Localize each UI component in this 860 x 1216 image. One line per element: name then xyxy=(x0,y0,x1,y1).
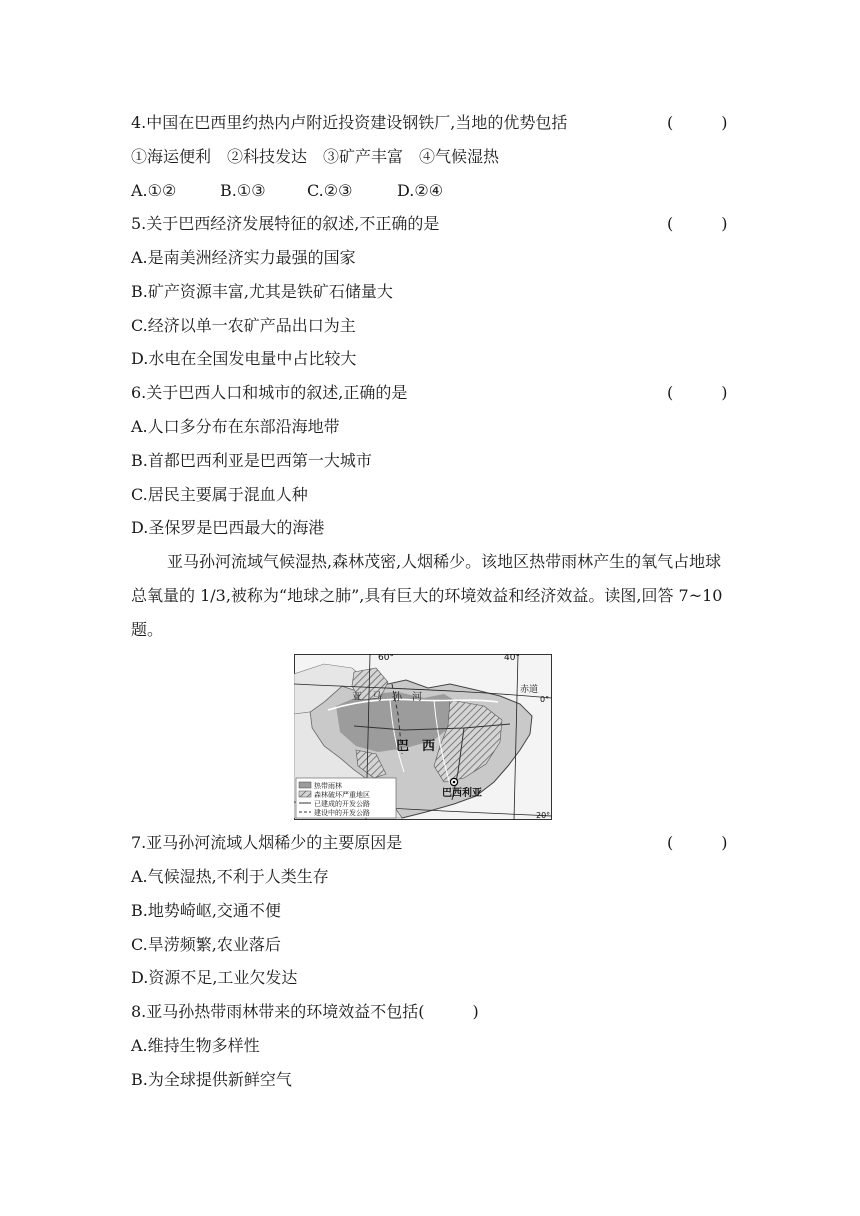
q6-option-d[interactable]: D.圣保罗是巴西最大的海港 xyxy=(131,518,325,537)
q6-option-c[interactable]: C.居民主要属于混血人种 xyxy=(131,485,308,504)
q6-option-a[interactable]: A.人口多分布在东部沿海地带 xyxy=(131,417,340,436)
q4-option-d[interactable]: D.②④ xyxy=(397,181,444,200)
capital-label: 巴西利亚 xyxy=(442,788,482,799)
q5-answer-paren: ( ) xyxy=(667,214,728,233)
q8-stem: 8.亚马孙热带雨林带来的环境效益不包括( ) xyxy=(131,1002,479,1021)
q4-options xyxy=(131,180,443,202)
q7-stem: 7.亚马孙河流域人烟稀少的主要原因是 xyxy=(131,833,403,852)
q8-option-b[interactable]: B.为全球提供新鲜空气 xyxy=(131,1070,292,1089)
equator-label: 赤道 xyxy=(520,685,539,695)
legend-item-built-road: 已建成的开发公路 xyxy=(314,800,370,808)
q4-items: ①海运便利 ②科技发达 ③矿产丰富 ④气候湿热 xyxy=(131,147,500,166)
amazon-map xyxy=(294,654,552,820)
lon-label-60: 60° xyxy=(378,654,394,663)
q7-option-b[interactable]: B.地势崎岖,交通不便 xyxy=(131,901,281,920)
q6-option-b[interactable]: B.首都巴西利亚是巴西第一大城市 xyxy=(131,451,372,470)
q4-stem: 4.中国在巴西里约热内卢附近投资建设钢铁厂,当地的优势包括 xyxy=(131,113,568,132)
q8-option-a[interactable]: A.维持生物多样性 xyxy=(131,1036,260,1055)
q5-stem: 5.关于巴西经济发展特征的叙述,不正确的是 xyxy=(131,214,440,233)
lat-label-20: 20° xyxy=(536,811,551,820)
q7-option-a[interactable]: A.气候湿热,不利于人类生存 xyxy=(131,867,329,886)
river-label: 亚 马 孙 河 xyxy=(352,692,422,703)
q5-option-a[interactable]: A.是南美洲经济实力最强的国家 xyxy=(131,248,356,267)
q6-answer-paren: ( ) xyxy=(667,383,728,402)
q5-option-d[interactable]: D.水电在全国发电量中占比较大 xyxy=(131,349,357,368)
q5-option-c[interactable]: C.经济以单一农矿产品出口为主 xyxy=(131,316,356,335)
legend-item-deforestation: 森林破坏严重地区 xyxy=(314,791,370,799)
reading-passage: 亚马孙河流域气候湿热,森林茂密,人烟稀少。该地区热带雨林产生的氧气占地球总氧量的 1/3,被称为“地球之肺”,具有巨大的环境效益和经济效益。读图,回答 7~10 题。 xyxy=(131,552,723,639)
q4-answer-paren: ( ) xyxy=(667,113,728,132)
q6-stem: 6.关于巴西人口和城市的叙述,正确的是 xyxy=(131,383,408,402)
lon-label-40: 40° xyxy=(504,654,520,663)
q7-option-c[interactable]: C.旱涝频繁,农业落后 xyxy=(131,935,281,954)
q5-option-b[interactable]: B.矿产资源丰富,尤其是铁矿石储量大 xyxy=(131,282,393,301)
q7-option-d[interactable]: D.资源不足,工业欠发达 xyxy=(131,968,298,987)
legend-item-planned-road: 建设中的开发公路 xyxy=(314,809,370,817)
country-label-2: 西 xyxy=(422,739,436,754)
q4-option-b[interactable]: B.①③ xyxy=(220,181,266,200)
country-label-1: 巴 xyxy=(396,739,410,754)
lat-label-0: 0° xyxy=(540,695,550,704)
q4-option-a[interactable]: A.①② xyxy=(131,181,177,200)
q4-option-c[interactable]: C.②③ xyxy=(307,181,353,200)
q7-answer-paren: ( ) xyxy=(667,833,728,852)
legend-item-rainforest: 热带雨林 xyxy=(314,782,342,790)
